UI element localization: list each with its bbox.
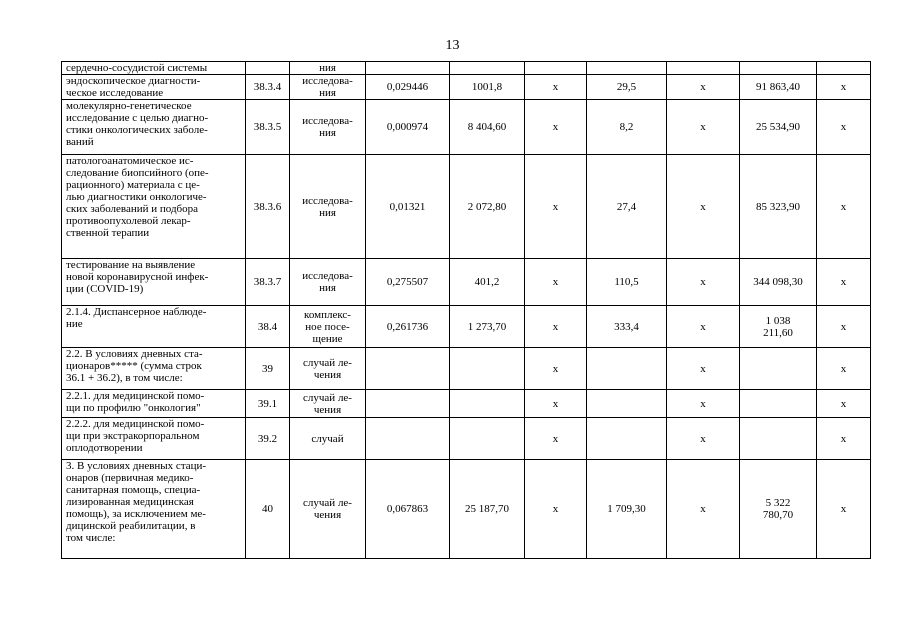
cell-x3: х xyxy=(817,100,871,155)
cell-x2: х xyxy=(667,259,740,306)
cell-name: 2.2.1. для медицинской помо- щи по профилю "онкология" xyxy=(62,390,246,418)
cell-unit: исследова- ния xyxy=(290,100,366,155)
cell-code: 38.3.7 xyxy=(246,259,290,306)
cell-code: 39.2 xyxy=(246,418,290,460)
cell-x3: х xyxy=(817,348,871,390)
cell-name: патологоанатомическое ис- следование биопсийного (опе- рационного) материала с це- лью диагностики онкологиче- ских заболеваний и подбора противоопухолевой лекар- ственной терапии xyxy=(62,155,246,259)
cell-sum: 85 323,90 xyxy=(740,155,817,259)
cell-cost: 1 273,70 xyxy=(450,306,525,348)
cell-unit: случай xyxy=(290,418,366,460)
cell-x2 xyxy=(667,62,740,75)
cell-x2: х xyxy=(667,306,740,348)
cell-code xyxy=(246,62,290,75)
data-table xyxy=(61,61,871,559)
cell-unit: случай ле- чения xyxy=(290,460,366,559)
cell-norm xyxy=(366,418,450,460)
cell-x3: х xyxy=(817,155,871,259)
cell-name: 3. В условиях дневных стаци- онаров (первичная медико- санитарная помощь, специа- лизированная медицинская помощь), за исключением ме- дицинской реабилитации, в том числе: xyxy=(62,460,246,559)
cell-name: сердечно-сосудистой системы xyxy=(62,62,246,75)
cell-cost xyxy=(450,62,525,75)
cell-code: 38.3.4 xyxy=(246,75,290,100)
cell-sum: 91 863,40 xyxy=(740,75,817,100)
cell-code: 39.1 xyxy=(246,390,290,418)
cell-name: 2.1.4. Диспансерное наблюде- ние xyxy=(62,306,246,348)
cell-x1: х xyxy=(525,259,587,306)
cell-cost xyxy=(450,348,525,390)
cell-sum xyxy=(740,390,817,418)
cell-name: молекулярно-генетическое исследование с целью диагно- стики онкологических заболе- ваний xyxy=(62,100,246,155)
page-number: 13 xyxy=(445,38,460,53)
cell-x3: х xyxy=(817,390,871,418)
cell-value: 1 709,30 xyxy=(587,460,667,559)
cell-code: 39 xyxy=(246,348,290,390)
cell-x2: х xyxy=(667,390,740,418)
cell-sum xyxy=(740,418,817,460)
cell-norm: 0,029446 xyxy=(366,75,450,100)
cell-value xyxy=(587,390,667,418)
table-row xyxy=(62,348,871,390)
cell-code: 38.4 xyxy=(246,306,290,348)
cell-cost: 1001,8 xyxy=(450,75,525,100)
cell-x1: х xyxy=(525,390,587,418)
cell-value xyxy=(587,418,667,460)
table-row xyxy=(62,460,871,559)
cell-unit: случай ле- чения xyxy=(290,348,366,390)
cell-x3: х xyxy=(817,418,871,460)
cell-sum xyxy=(740,62,817,75)
cell-value: 333,4 xyxy=(587,306,667,348)
cell-norm xyxy=(366,348,450,390)
cell-x3: х xyxy=(817,259,871,306)
cell-x1: х xyxy=(525,155,587,259)
cell-norm xyxy=(366,62,450,75)
table-row xyxy=(62,155,871,259)
cell-cost xyxy=(450,390,525,418)
cell-sum: 25 534,90 xyxy=(740,100,817,155)
cell-value: 8,2 xyxy=(587,100,667,155)
cell-norm xyxy=(366,390,450,418)
cell-norm: 0,067863 xyxy=(366,460,450,559)
cell-cost: 25 187,70 xyxy=(450,460,525,559)
table-row xyxy=(62,418,871,460)
cell-sum: 1 038 211,60 xyxy=(740,306,817,348)
cell-cost: 2 072,80 xyxy=(450,155,525,259)
cell-cost: 8 404,60 xyxy=(450,100,525,155)
cell-x2: х xyxy=(667,418,740,460)
cell-unit: исследова- ния xyxy=(290,259,366,306)
cell-sum: 5 322 780,70 xyxy=(740,460,817,559)
cell-x1: х xyxy=(525,460,587,559)
cell-name: эндоскопическое диагности- ческое исследование xyxy=(62,75,246,100)
cell-x2: х xyxy=(667,75,740,100)
cell-sum: 344 098,30 xyxy=(740,259,817,306)
table-row xyxy=(62,390,871,418)
cell-name: 2.2. В условиях дневных ста- ционаров***** (сумма строк 36.1 + 36.2), в том числе: xyxy=(62,348,246,390)
cell-norm: 0,261736 xyxy=(366,306,450,348)
cell-sum xyxy=(740,348,817,390)
cell-x1: х xyxy=(525,306,587,348)
cell-x1: х xyxy=(525,100,587,155)
cell-name: 2.2.2. для медицинской помо- щи при экстракорпоральном оплодотворении xyxy=(62,418,246,460)
cell-name: тестирование на выявление новой коронавирусной инфек- ции (COVID-19) xyxy=(62,259,246,306)
table-row xyxy=(62,75,871,100)
cell-x2: х xyxy=(667,100,740,155)
cell-x1 xyxy=(525,62,587,75)
cell-norm: 0,01321 xyxy=(366,155,450,259)
cell-unit: комплекс- ное посе- щение xyxy=(290,306,366,348)
cell-x1: х xyxy=(525,75,587,100)
cell-value xyxy=(587,348,667,390)
cell-unit: исследова- ния xyxy=(290,155,366,259)
cell-code: 40 xyxy=(246,460,290,559)
table-row xyxy=(62,306,871,348)
cell-code: 38.3.5 xyxy=(246,100,290,155)
cell-x1: х xyxy=(525,348,587,390)
cell-x2: х xyxy=(667,348,740,390)
cell-unit: случай ле- чения xyxy=(290,390,366,418)
cell-value: 27,4 xyxy=(587,155,667,259)
cell-unit: исследова- ния xyxy=(290,75,366,100)
cell-norm: 0,000974 xyxy=(366,100,450,155)
cell-norm: 0,275507 xyxy=(366,259,450,306)
cell-x3: х xyxy=(817,306,871,348)
cell-x1: х xyxy=(525,418,587,460)
table-row xyxy=(62,62,871,75)
cell-code: 38.3.6 xyxy=(246,155,290,259)
cell-value: 110,5 xyxy=(587,259,667,306)
table-row xyxy=(62,100,871,155)
cell-x3: х xyxy=(817,460,871,559)
cell-cost xyxy=(450,418,525,460)
cell-x3: х xyxy=(817,75,871,100)
cell-unit: ния xyxy=(290,62,366,75)
cell-cost: 401,2 xyxy=(450,259,525,306)
cell-x2: х xyxy=(667,460,740,559)
table-row xyxy=(62,259,871,306)
cell-x3 xyxy=(817,62,871,75)
cell-value xyxy=(587,62,667,75)
cell-value: 29,5 xyxy=(587,75,667,100)
cell-x2: х xyxy=(667,155,740,259)
